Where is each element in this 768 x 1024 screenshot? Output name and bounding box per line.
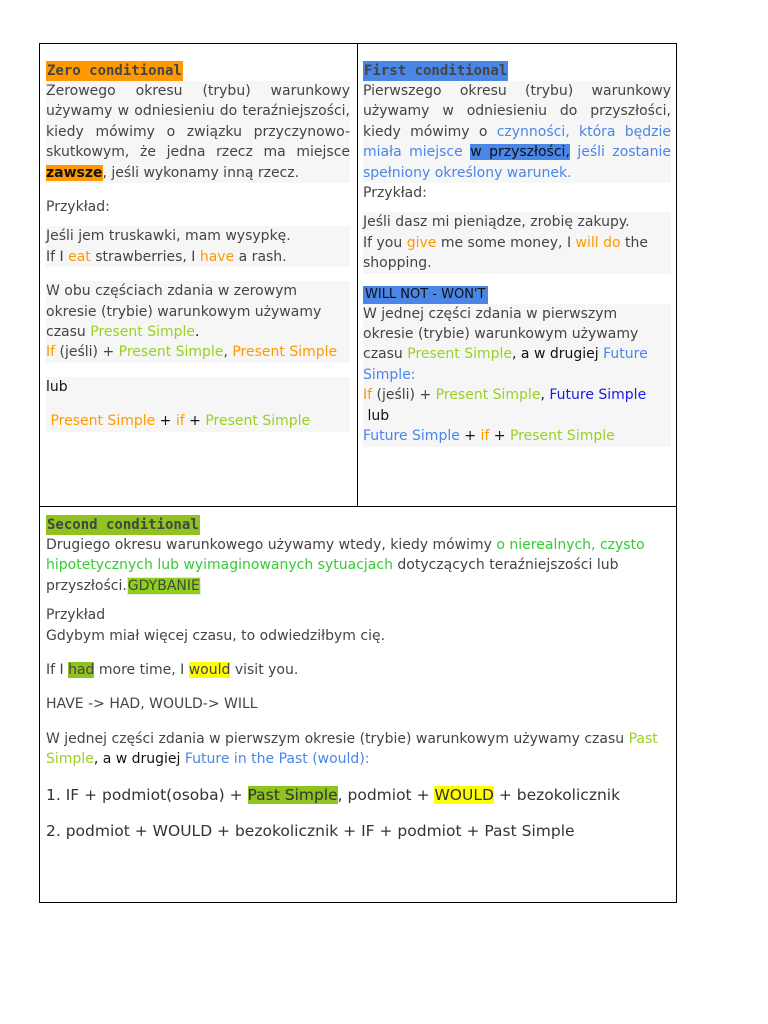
first-usage	[363, 304, 671, 386]
usage-text: , a w drugiej	[93, 751, 185, 768]
first-formula-1	[363, 385, 671, 405]
formula-tense: Present Simple	[205, 413, 311, 430]
second-conditional-panel	[46, 514, 670, 842]
ex-verb: give	[406, 234, 437, 251]
ex-text: visit you.	[230, 662, 299, 679]
first-lub	[363, 406, 671, 426]
zero-usage	[46, 281, 350, 342]
rule-1	[46, 784, 670, 806]
formula-text: +	[489, 428, 510, 445]
first-conditional-heading: First conditional	[364, 63, 508, 79]
zero-formula-2	[46, 411, 350, 431]
usage-tense: Past Simple	[46, 730, 658, 768]
first-desc-blue: czynności, która będzie miała miejsce	[363, 123, 671, 161]
zero-conditional-heading: Zero conditional	[47, 63, 182, 79]
ex-verb: will do	[575, 234, 621, 251]
first-desc-text: Pierwszego okresu (trybu) warunkowy używamy w odniesieniu do przyszłości, kiedy mówimy o	[363, 83, 671, 140]
formula-text: +	[155, 413, 176, 430]
formula-if: If	[46, 344, 56, 361]
usage-text: W obu częściach zdania w zerowym okresie (trybie) warunkowym używamy czasu	[46, 283, 322, 341]
ex-text: If I	[46, 662, 69, 679]
zero-lub: lub	[46, 377, 350, 397]
rule-text: 1. IF + podmiot(osoba) +	[46, 785, 248, 804]
usage-tense: Present Simple	[407, 346, 513, 363]
formula-text: +	[459, 428, 481, 445]
zero-conditional-panel	[46, 60, 350, 432]
rule-would: WOULD	[434, 785, 494, 804]
ex-verb: have	[199, 248, 235, 265]
formula-tense: Present Simple	[509, 428, 615, 445]
zero-description	[46, 81, 350, 183]
rule-text: , podmiot +	[337, 785, 435, 804]
ex-text: more time, I	[94, 662, 189, 679]
ex-had: had	[68, 662, 95, 679]
first-desc-highlight: w przyszłości,	[470, 144, 570, 161]
rule-past-simple: Past Simple	[247, 785, 338, 804]
second-conditional-heading: Second conditional	[47, 517, 199, 533]
second-example-pl: Gdybym miał więcej czasu, to odwiedziłbym cię.	[46, 627, 386, 644]
formula-text: ,	[540, 387, 550, 404]
rule-2: 2. podmiot + WOULD + bezokolicznik + IF + podmiot + Past Simple	[46, 821, 575, 840]
lub-text: lub	[367, 407, 390, 424]
column-divider	[357, 43, 358, 506]
formula-tense: Future Simple	[363, 428, 460, 445]
usage-tense: Present Simple	[90, 324, 196, 341]
formula-if: If	[363, 387, 373, 404]
first-formula-2	[363, 426, 671, 446]
ex-text: the shopping.	[363, 234, 649, 272]
rule-text: + bezokolicznik	[493, 785, 621, 804]
zero-desc-text: Zerowego okresu (trybu) warunkowy używamy w odniesieniu do teraźniejszości, kiedy mówimy o związku przyczynowo-skutkowym, że jedna rzecz ma miejsce	[46, 83, 350, 161]
ex-text: me some money, I	[436, 234, 576, 251]
ex-text: If I	[46, 248, 69, 265]
zero-desc-zawsze: zawsze	[46, 164, 103, 181]
formula-tense: Present Simple	[118, 344, 224, 361]
usage-text: , a w drugiej	[512, 346, 604, 363]
second-desc-text: dotyczących teraźniejszości lub przyszłości.	[46, 557, 619, 594]
formula-text: (jeśli) +	[372, 387, 436, 404]
first-conditional-panel	[363, 60, 671, 447]
first-example-label: Przykład:	[363, 185, 427, 202]
zero-example-pl: Jeśli jem truskawki, mam wysypkę.	[46, 226, 350, 246]
have-had-note: HAVE -> HAD, WOULD-> WILL	[46, 696, 258, 713]
second-example-label: Przykład	[46, 607, 106, 624]
row-divider	[39, 506, 677, 507]
formula-tense: Present Simple	[232, 344, 338, 361]
formula-text: +	[184, 413, 206, 430]
ex-verb: eat	[68, 248, 91, 265]
usage-tense: Future in the Past (would):	[184, 751, 370, 768]
usage-end: .	[195, 324, 200, 341]
zero-desc-end: , jeśli wykonamy inną rzecz.	[102, 164, 300, 181]
usage-tense: Future Simple:	[363, 346, 648, 383]
formula-if: if	[175, 413, 185, 430]
second-desc-green: o nierealnych, czysto hipotetycznych lub wyimaginowanych sytuacjach	[46, 537, 645, 574]
ex-text: a rash.	[234, 248, 287, 265]
second-example-en	[46, 660, 670, 680]
formula-text: ,	[223, 344, 233, 361]
formula-if: if	[480, 428, 490, 445]
wont-label: WILL NOT - WON'T	[365, 286, 486, 302]
ex-text: strawberries, I	[90, 248, 200, 265]
zero-example-label: Przykład:	[46, 199, 110, 216]
first-example-en	[363, 233, 671, 274]
zero-formula-1	[46, 342, 350, 362]
usage-text: W jednej części zdania w pierwszym okresie (trybie) warunkowym używamy czasu	[46, 730, 629, 747]
first-desc-blue: jeśli zostanie spełniony określony warunek.	[363, 144, 672, 181]
second-usage	[46, 729, 670, 770]
second-desc-text: Drugiego okresu warunkowego używamy wtedy, kiedy mówimy	[46, 537, 497, 553]
ex-would: would	[188, 662, 231, 679]
first-description	[363, 81, 671, 183]
formula-text: (jeśli) +	[55, 344, 119, 361]
gdybanie-badge: GDYBANIE	[127, 577, 200, 594]
usage-text: W jednej części zdania w pierwszym okresie (trybie) warunkowym używamy czasu	[363, 305, 639, 363]
formula-tense: Present Simple	[435, 387, 541, 404]
ex-text: If you	[363, 234, 407, 251]
first-example-pl: Jeśli dasz mi pieniądze, zrobię zakupy.	[363, 212, 671, 232]
second-description	[46, 535, 670, 596]
formula-tense: Present Simple	[50, 413, 156, 430]
formula-tense: Future Simple	[549, 387, 647, 404]
zero-example-en	[46, 247, 350, 267]
